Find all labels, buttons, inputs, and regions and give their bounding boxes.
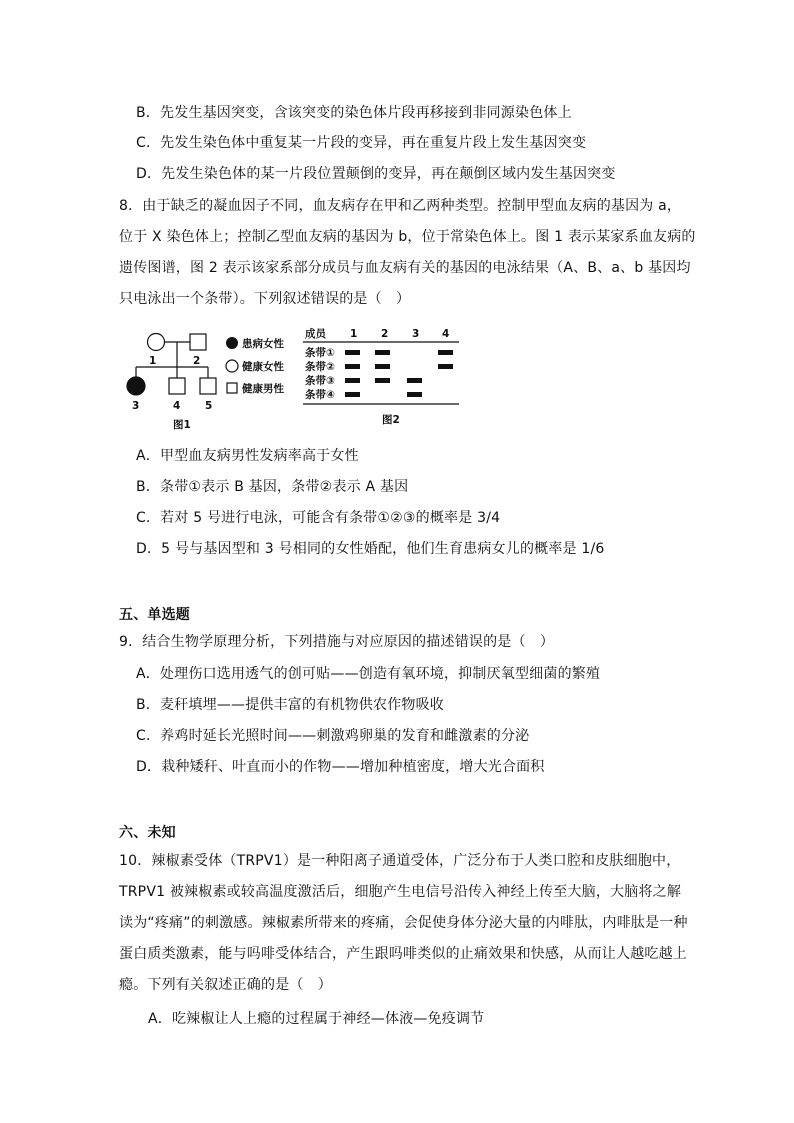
q10-stem-line: 10．辣椒素受体（TRPV1）是一种阳离子通道受体，广泛分布于人类口腔和皮肤细胞中， [119,853,681,869]
band-row2-member2 [375,364,390,369]
member-number-5: 5 [205,400,213,412]
section-5-title: 五、单选题 [119,607,190,623]
legend-healthy-female: 健康女性 [242,361,284,373]
q8-stem-line: 位于 X 染色体上；控制乙型血友病的基因为 b，位于常染色体上。图 1 表示某家系血友病的 [119,229,696,245]
fig2-header: 成员 [305,328,326,340]
electrophoresis-chart [303,327,459,426]
pedigree-member-5 [200,378,216,394]
band-row2-member4 [438,364,453,369]
q8-stem-line: 遗传图谱，图 2 表示该家系部分成员与血友病有关的基因的电泳结果（A、B、a、b 基因均 [119,260,691,276]
fig2-row-2: 条带② [305,361,335,373]
q9-option-b: B．麦秆填埋——提供丰富的有机物供农作物吸收 [136,697,445,713]
q10-stem-line: 读为“疼痛”的刺激感。辣椒素所带来的疼痛，会促使身体分泌大量的内啡肽，内啡肽是一种 [119,915,688,931]
fig2-row-4: 条带④ [305,389,335,401]
band-row3-member3 [407,378,422,383]
pedigree-member-2 [190,334,206,350]
q8-stem-line: 8．由于缺乏的凝血因子不同，血友病存在甲和乙两种类型。控制甲型血友病的基因为 a， [119,198,682,214]
band-row4-member3 [407,392,422,397]
legend-affected-female-symbol [226,337,238,349]
q8-option-c: C．若对 5 号进行电泳，可能含有条带①②③的概率是 3/4 [136,510,501,526]
fig2-row-1: 条带① [305,347,335,359]
fig2-bands [345,350,453,397]
q7-option-c: C．先发生染色体中重复某一片段的变异，再在重复片段上发生基因突变 [136,135,587,151]
fig2-row-3: 条带③ [305,375,335,387]
legend-healthy-male: 健康男性 [242,383,284,395]
pedigree-member-1 [148,334,165,351]
band-row3-member2 [375,378,390,383]
q7-option-b: B．先发生基因突变，含该突变的染色体片段再移接到非同源染色体上 [136,105,572,121]
legend-healthy-male-symbol [227,383,237,393]
legend-affected-female: 患病女性 [242,338,284,350]
member-number-3: 3 [132,400,140,412]
legend-healthy-female-symbol [226,360,238,372]
pedigree-member-3 [127,377,145,395]
q10-stem-line: 蛋白质类激素，能与吗啡受体结合，产生跟吗啡类似的止痛效果和快感，从而让人越吃越上 [119,946,687,962]
q9-option-d: D．栽种矮秆、叶直而小的作物——增加种植密度，增大光合面积 [136,759,545,775]
q10-stem-line: 瘾。下列有关叙述正确的是（ ） [119,977,332,993]
band-row3-member1 [345,378,360,383]
fig2-column-3: 3 [412,328,420,340]
section-6-title: 六、未知 [119,825,176,841]
q8-option-d: D．5 号与基因型和 3 号相同的女性婚配，他们生育患病女儿的概率是 1/6 [136,541,605,557]
q10-option-a: A．吃辣椒让人上瘾的过程属于神经—体液—免疫调节 [148,1011,485,1027]
band-row4-member1 [345,392,360,397]
q8-stem-line: 只电泳出一个条带）。下列叙述错误的是（ ） [119,291,411,307]
q10-stem-line: TRPV1 被辣椒素或较高温度激活后，细胞产生电信号沿传入神经上传至大脑，大脑将之解 [119,884,682,900]
q9-stem: 9．结合生物学原理分析，下列措施与对应原因的描述错误的是（ ） [119,634,555,650]
fig2-column-4: 4 [442,328,450,340]
q8-option-b: B．条带①表示 B 基因，条带②表示 A 基因 [136,479,409,495]
q7-option-d: D．先发生染色体的某一片段位置颠倒的变异，再在颠倒区域内发生基因突变 [136,166,616,182]
q8-option-a: A．甲型血友病男性发病率高于女性 [136,448,359,464]
member-number-4: 4 [173,400,181,412]
pedigree-chart [127,334,284,432]
member-number-1: 1 [149,355,157,367]
q9-option-c: C．养鸡时延长光照时间——刺激鸡卵巢的发育和雌激素的分泌 [136,728,530,744]
q8-figures [118,322,463,437]
figure2-caption: 图2 [382,414,400,426]
fig2-column-1: 1 [350,328,358,340]
band-row1-member1 [345,350,360,355]
fig2-column-2: 2 [381,328,389,340]
pedigree-and-electrophoresis [118,322,463,437]
band-row1-member4 [438,350,453,355]
q9-option-a: A．处理伤口选用透气的创可贴——创造有氧环境，抑制厌氧型细菌的繁殖 [136,666,601,682]
pedigree-member-4 [169,378,185,394]
band-row2-member1 [345,364,360,369]
band-row1-member2 [375,350,390,355]
member-number-2: 2 [193,355,201,367]
figure1-caption: 图1 [173,419,191,431]
